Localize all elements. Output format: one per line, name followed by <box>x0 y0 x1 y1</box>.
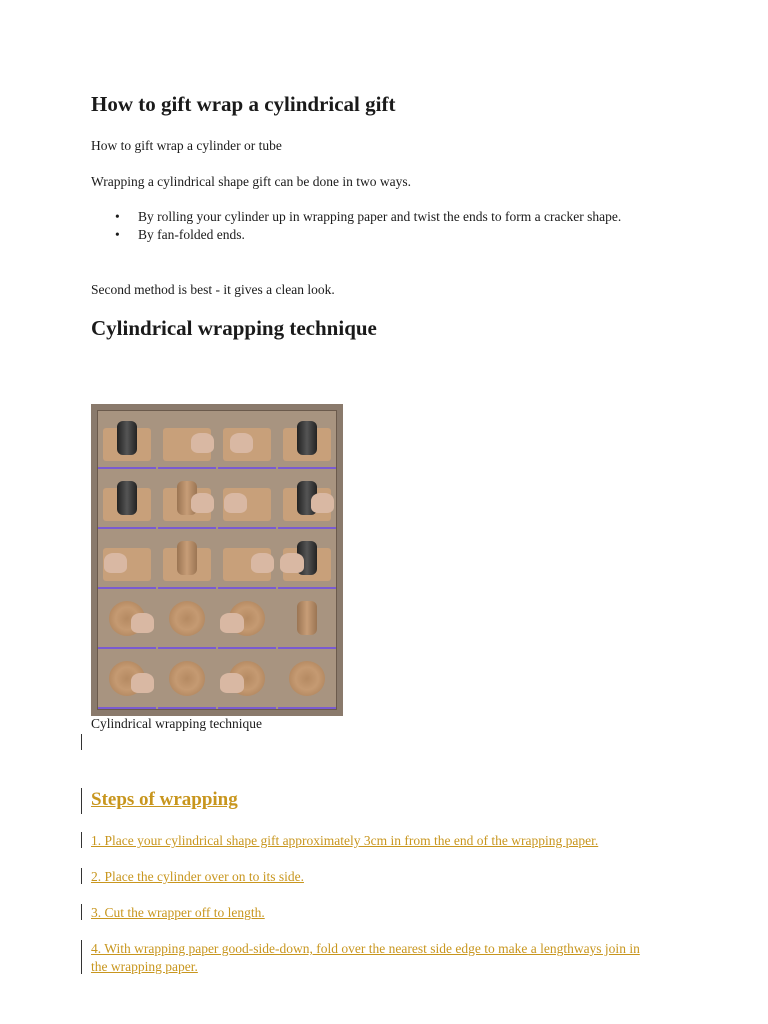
bullet-icon: • <box>115 227 120 242</box>
photo-cell <box>98 531 156 589</box>
photo-cell <box>98 651 156 709</box>
photo-cell <box>218 591 276 649</box>
photo-cell <box>98 471 156 529</box>
photo-grid <box>97 410 337 710</box>
bullet-icon: • <box>115 209 120 224</box>
photo-cell <box>278 411 336 469</box>
photo-cell <box>158 651 216 709</box>
photo-cell <box>98 591 156 649</box>
figure-caption: Cylindrical wrapping technique <box>91 716 262 731</box>
methods-list <box>91 208 678 244</box>
photo-cell <box>158 531 216 589</box>
section-heading: Cylindrical wrapping technique <box>91 316 377 340</box>
recommendation-text: Second method is best - it gives a clean look. <box>91 282 335 297</box>
photo-cell <box>278 471 336 529</box>
step-link[interactable]: 1. Place your cylindrical shape gift approximately 3cm in from the end of the wrapping paper. <box>91 833 599 848</box>
change-bar <box>81 940 82 974</box>
technique-photo-grid <box>91 404 343 716</box>
change-bar <box>81 904 82 920</box>
photo-cell <box>218 411 276 469</box>
photo-cell <box>158 591 216 649</box>
text-cursor <box>81 734 82 750</box>
intro-text: Wrapping a cylindrical shape gift can be done in two ways. <box>91 174 411 189</box>
photo-cell <box>158 471 216 529</box>
photo-cell <box>278 591 336 649</box>
photo-cell <box>218 471 276 529</box>
list-item-text: By rolling your cylinder up in wrapping paper and twist the ends to form a cracker shape. <box>138 209 622 224</box>
photo-cell <box>218 531 276 589</box>
steps-heading-link[interactable]: Steps of wrapping <box>91 789 238 810</box>
change-bar <box>81 788 82 814</box>
photo-cell <box>158 411 216 469</box>
change-bar <box>81 832 82 848</box>
photo-cell <box>98 411 156 469</box>
step-link[interactable]: 2. Place the cylinder over on to its side. <box>91 869 304 884</box>
photo-cell <box>218 651 276 709</box>
subtitle-text: How to gift wrap a cylinder or tube <box>91 138 282 153</box>
photo-cell <box>278 531 336 589</box>
list-item-text: By fan-folded ends. <box>138 227 245 242</box>
page-title: How to gift wrap a cylindrical gift <box>91 92 396 116</box>
list-item <box>91 226 678 243</box>
change-bar <box>81 868 82 884</box>
step-link[interactable]: 4. With wrapping paper good-side-down, fold over the nearest side edge to make a lengthways join in the wrapping paper. <box>91 941 640 974</box>
photo-cell <box>278 651 336 709</box>
list-item <box>91 208 678 225</box>
step-link[interactable]: 3. Cut the wrapper off to length. <box>91 905 265 920</box>
